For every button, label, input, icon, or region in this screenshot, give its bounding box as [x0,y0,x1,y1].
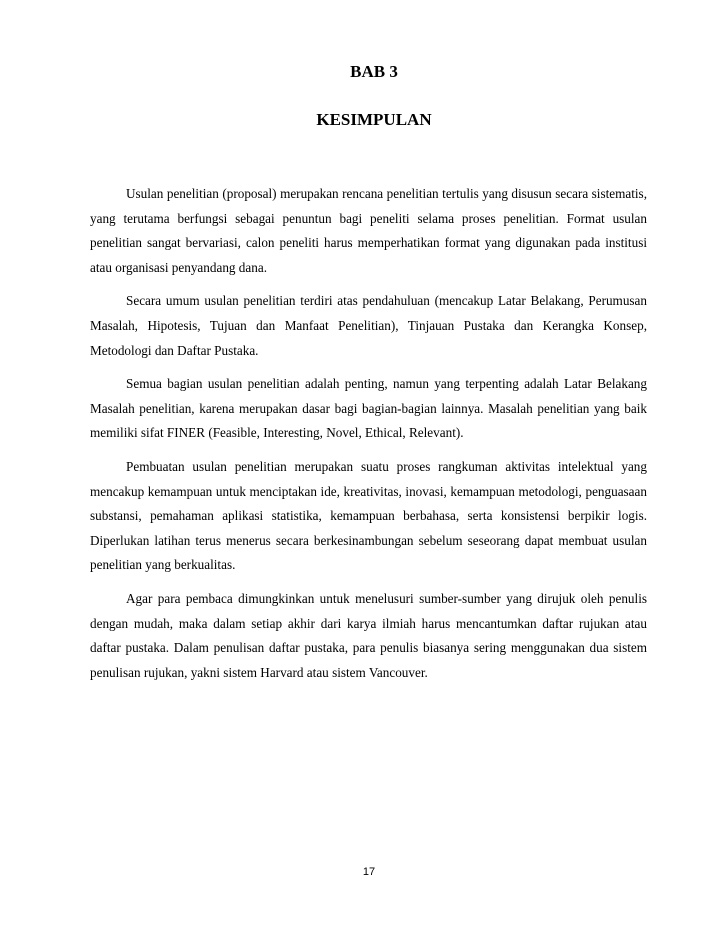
body-text [90,182,647,694]
paragraph-5: Agar para pembaca dimungkinkan untuk menelusuri sumber-sumber yang dirujuk oleh penulis dengan mudah, maka dalam setiap akhir dari karya ilmiah harus mencantumkan daftar rujukan atau daftar pustaka. Dalam penulisan daftar pustaka, para penulis biasanya sering menggunakan dua sistem penulisan rujukan, yakni sistem Harvard atau sistem Vancouver. [90,590,647,680]
paragraph-2: Secara umum usulan penelitian terdiri atas pendahuluan (mencakup Latar Belakang, Perumusan Masalah, Hipotesis, Tujuan dan Manfaat Penelitian), Tinjauan Pustaka dan Kerangka Konsep, Metodologi dan Daftar Pustaka. [90,293,647,358]
chapter-title: KESIMPULAN [316,110,432,129]
paragraph-3: Semua bagian usulan penelitian adalah penting, namun yang terpenting adalah Latar Belakang Masalah penelitian, karena merupakan dasar bagi bagian-bagian lainnya. Masalah penelitian yang baik memiliki sifat FINER (Feasible, Interesting, Novel, Ethical, Relevant). [90,376,647,441]
paragraph-4: Pembuatan usulan penelitian merupakan suatu proses rangkuman aktivitas intelektual yang mencakup kemampuan untuk menciptakan ide, kreativitas, inovasi, kemampuan metodologi, penguasaan substansi, pemahaman aplikasi statistika, kemampuan berbahasa, serta konsistensi berpikir logis. Diperlukan latihan terus menerus secara berkesinambungan sebelum seseorang dapat membuat usulan penelitian yang berkualitas. [90,458,647,573]
paragraph-1: Usulan penelitian (proposal) merupakan rencana penelitian tertulis yang disusun secara sistematis, yang terutama berfungsi sebagai penuntun bagi peneliti selama proses penelitian. Format usulan penelitian sangat bervariasi, calon peneliti harus memperhatikan format yang digunakan pada institusi atau organisasi penyandang dana. [90,186,647,275]
page-number: 17 [362,866,376,878]
chapter-number: BAB 3 [350,62,398,81]
